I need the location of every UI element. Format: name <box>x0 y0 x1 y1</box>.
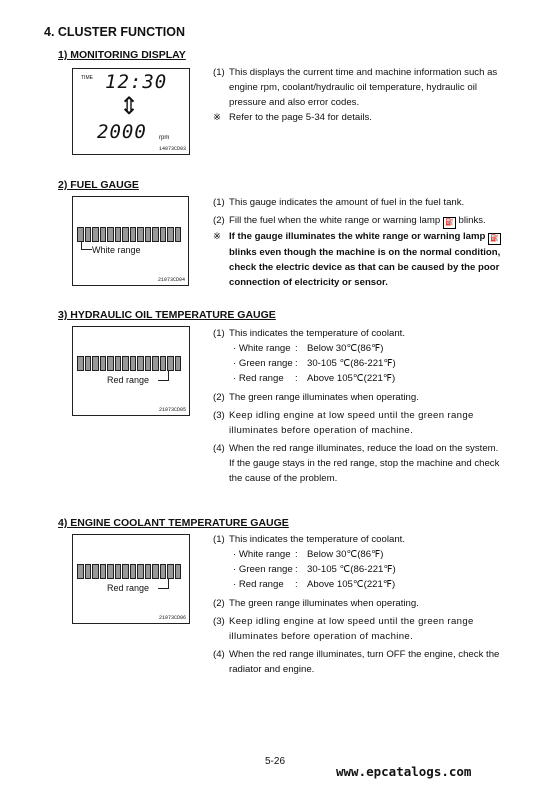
item-number: (2) <box>213 598 225 609</box>
range-row: · Green range : 30-105 ℃(86-221℉) <box>233 358 396 369</box>
note-mark: ※ <box>213 112 222 123</box>
item-number: (4) <box>213 649 225 660</box>
item-text: Keep idling engine at low speed until the green range illuminates before operation of machine. <box>229 410 474 436</box>
item-text: This indicates the temperature of coolant. <box>229 328 405 339</box>
monitoring-display-figure <box>72 68 190 155</box>
section-title: 4. CLUSTER FUNCTION <box>44 25 185 39</box>
heading-fuel-gauge: 2) FUEL GAUGE <box>58 179 139 191</box>
range-row: · White range : Below 30℃(86℉) <box>233 549 384 560</box>
range-row: · Red range : Above 105℃(221℉) <box>233 373 396 384</box>
s2-items <box>213 195 505 290</box>
s3-items <box>213 326 505 486</box>
range-row: · Red range : Above 105℃(221℉) <box>233 579 396 590</box>
rpm-value: 2000 <box>97 121 147 143</box>
item-number: (1) <box>213 197 225 208</box>
figure-label: Red range <box>107 583 150 593</box>
s4-items <box>213 532 505 677</box>
figure-code: 21073CD04 <box>157 277 185 283</box>
arrow-updown-icon: ⇕ <box>119 93 140 120</box>
item-number: (2) <box>213 215 225 226</box>
item-number: (1) <box>213 67 225 78</box>
heading-engine-coolant-gauge: 4) ENGINE COOLANT TEMPERATURE GAUGE <box>58 517 289 529</box>
leader-line <box>158 579 169 589</box>
note-text-a: If the gauge illuminates the white range or warning lamp <box>229 231 486 242</box>
watermark-link[interactable]: www.epcatalogs.com <box>336 764 472 779</box>
range-row: · Green range : 30-105 ℃(86-221℉) <box>233 564 396 575</box>
hydraulic-gauge-figure <box>72 326 190 416</box>
rpm-unit: rpm <box>159 135 170 141</box>
gauge-bar <box>77 227 182 242</box>
fuel-pump-icon: ⛽ <box>443 217 456 229</box>
heading-hydraulic-oil-gauge: 3) HYDRAULIC OIL TEMPERATURE GAUGE <box>58 309 276 321</box>
item-text: When the red range illuminates, reduce the load on the system. If the gauge stays in the red range, stop the machine and check the cause of the problem. <box>229 443 500 484</box>
note-text: Refer to the page 5-34 for details. <box>229 112 372 123</box>
note-mark: ※ <box>213 231 222 242</box>
item-text: This gauge indicates the amount of fuel in the fuel tank. <box>229 197 465 208</box>
item-number: (3) <box>213 616 225 627</box>
item-text: Fill the fuel when the white range or warning lamp <box>229 215 441 226</box>
item-number: (4) <box>213 443 225 454</box>
figure-label: White range <box>92 245 141 255</box>
gauge-bar <box>77 564 182 579</box>
item-text: When the red range illuminates, turn OFF the engine, check the radiator and engine. <box>229 649 500 675</box>
coolant-gauge-figure <box>72 534 190 624</box>
item-text: The green range illuminates when operating. <box>229 392 419 403</box>
fuel-pump-icon: ⛽ <box>488 233 501 245</box>
figure-label: Red range <box>107 375 150 385</box>
leader-line <box>81 241 92 250</box>
item-text: The green range illuminates when operating. <box>229 598 419 609</box>
figure-code: 21073CD06 <box>158 615 186 621</box>
figure-code: 14073CD03 <box>158 146 186 152</box>
item-number: (1) <box>213 534 225 545</box>
s1-item1 <box>213 65 505 125</box>
item-text: This displays the current time and machine information such as engine rpm, coolant/hydraulic oil temperature, hydraulic oil pressure and also error codes. <box>229 67 498 108</box>
gauge-bar <box>77 356 182 371</box>
time-label: TIME <box>81 75 93 81</box>
leader-line <box>158 371 169 381</box>
item-text: Keep idling engine at low speed until the green range illuminates before operation of machine. <box>229 616 474 642</box>
note-text-b: blinks even though the machine is on the normal condition, check the electric device as that can be caused by the poor connection of electricity or sensor. <box>229 247 501 288</box>
item-number: (2) <box>213 392 225 403</box>
item-number: (1) <box>213 328 225 339</box>
time-value: 12:30 <box>105 71 168 93</box>
range-row: · White range : Below 30℃(86℉) <box>233 343 384 354</box>
page-number: 5-26 <box>265 756 286 767</box>
figure-code: 21073CD05 <box>158 407 186 413</box>
item-number: (3) <box>213 410 225 421</box>
heading-monitoring-display: 1) MONITORING DISPLAY <box>58 49 186 61</box>
item-text: This indicates the temperature of coolant. <box>229 534 405 545</box>
fuel-gauge-figure <box>72 196 189 286</box>
item-text-end: blinks. <box>458 215 486 226</box>
